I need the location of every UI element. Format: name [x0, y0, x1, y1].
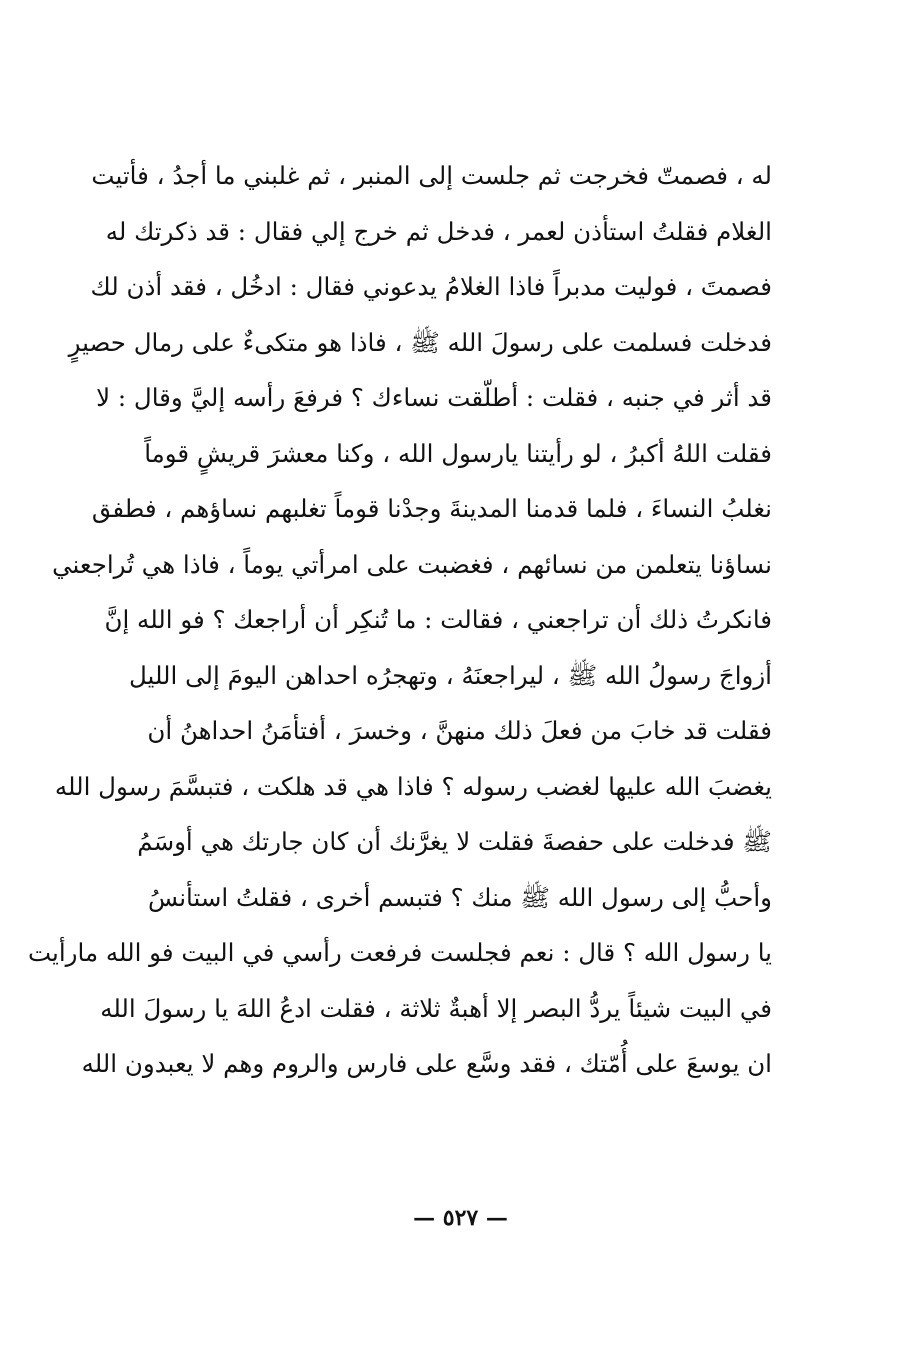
text-line: قد أثر في جنبه ، فقلت : أطلّقت نساءك ؟ فرفعَ رأسه إليَّ وقال : لا [96, 383, 772, 412]
text-line: ﷺ فدخلت على حفصةَ فقلت لا يغرَّنك أن كان جارتك هي أوسَمُ [137, 827, 772, 856]
text-line: أزواجَ رسولُ الله ﷺ ، ليراجعنَهُ ، وتهجرُه احداهن اليومَ إلى الليل [129, 660, 772, 690]
text-line: وأحبُّ إلى رسول الله ﷺ منك ؟ فتبسم أخرى ، فقلتُ استأنسُ [147, 882, 772, 912]
text-line: نساؤنا يتعلمن من نسائهم ، فغضبت على امرأتي يوماً ، فاذا هي تُراجعني [52, 549, 772, 579]
text-line: ان يوسعَ على أُمّتك ، فقد وسَّع على فارس والروم وهم لا يعبدون الله [81, 1049, 772, 1078]
text-line: له ، فصمتّ فخرجت ثم جلست إلى المنبر ، ثم غلبني ما أجدُ ، فأتيت [91, 161, 772, 190]
text-line: فدخلت فسلمت على رسولَ الله ﷺ ، فاذا هو متكىءٌ على رمال حصيرٍ [68, 327, 772, 357]
page-number: — ٥٢٧ — [413, 1205, 508, 1231]
text-line: فقلت قد خابَ من فعلَ ذلك منهنَّ ، وخسرَ ، أفتأمَنُ احداهنُ أن [147, 716, 772, 745]
text-line: في البيت شيئاً يردُّ البصر إلا أهبةٌ ثلاثة ، فقلت ادعُ اللهَ يا رسولَ الله [100, 993, 772, 1023]
text-line: الغلام فقلتُ استأذن لعمر ، فدخل ثم خرج إلي فقال : قد ذكرتك له [105, 216, 772, 246]
text-line: فصمتَ ، فوليت مدبراً فاذا الغلامُ يدعوني فقال : ادخُل ، فقد أذن لك [90, 272, 772, 301]
text-line: فقلت اللهُ أكبرُ ، لو رأيتنا يارسول الله ، وكنا معشرَ قريشٍ قوماً [144, 438, 772, 468]
text-line: يا رسول الله ؟ قال : نعم فجلست فرفعت رأسي في البيت فو الله مارأيت [27, 938, 772, 967]
text-line: نغلبُ النساءَ ، فلما قدمنا المدينةَ وجدْنا قوماً تغلبهم نساؤهم ، فطفق [91, 494, 772, 523]
arabic-text-block [27, 148, 772, 1092]
text-line: فانكرتُ ذلك أن تراجعني ، فقالت : ما تُنكِر أن أراجعك ؟ فو الله إنَّ [104, 605, 772, 634]
text-line: يغضبَ الله عليها لغضب رسوله ؟ فاذا هي قد هلكت ، فتبسَّمَ رسول الله [54, 771, 772, 801]
